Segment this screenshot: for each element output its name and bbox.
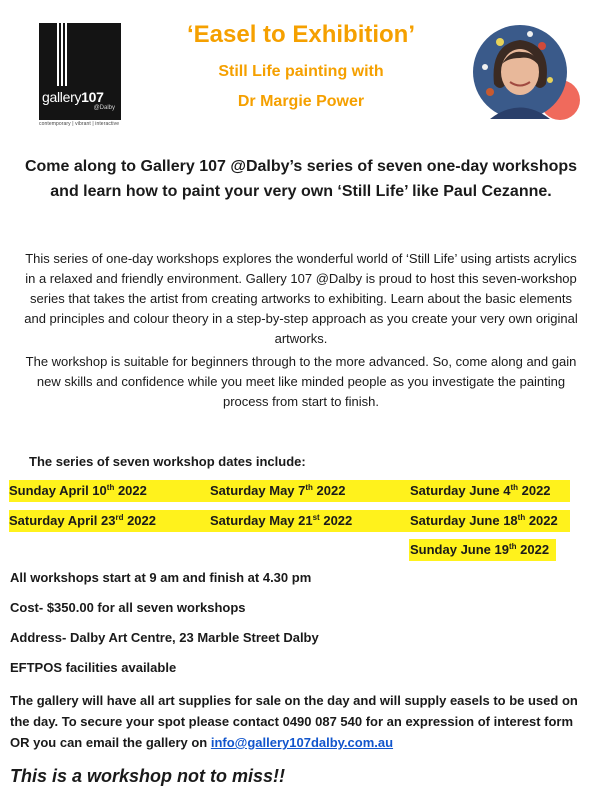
date-year: 2022 — [518, 483, 551, 498]
workshop-address: Address- Dalby Art Centre, 23 Marble Street Dalby — [10, 630, 319, 645]
logo-stripe — [65, 23, 67, 86]
date-text: Saturday April 23 — [9, 513, 116, 528]
contact-paragraph — [10, 690, 592, 753]
dates-heading: The series of seven workshop dates include: — [29, 454, 306, 469]
workshop-date — [410, 483, 551, 498]
date-year: 2022 — [114, 483, 147, 498]
dates-row — [9, 510, 570, 532]
date-text: Saturday May 21 — [210, 513, 313, 528]
logo-stripe — [61, 23, 63, 86]
date-suffix: th — [106, 483, 115, 492]
description-paragraph: This series of one-day workshops explores the wonderful world of ‘Still Life’ using artists acrylics in a relaxed and friendly environment. Gallery 107 @Dalby is proud to host this seven-workshop series that takes the artist from creating artworks to exhibiting. Learn about the basic elements and principles and colour theory in a step-by-step approach as you create your very own original artworks. — [24, 251, 578, 346]
workshop-date — [410, 513, 558, 528]
subtitle-line-1: Still Life painting with — [218, 63, 384, 80]
email-link[interactable]: info@gallery107dalby.com.au — [210, 735, 394, 750]
date-year: 2022 — [525, 513, 558, 528]
date-year: 2022 — [312, 483, 346, 498]
gallery-logo — [39, 23, 121, 120]
dates-row — [409, 539, 556, 561]
artist-portrait — [460, 22, 580, 122]
contact-text: The gallery will have all art supplies for sale on the day and will supply easels to be used on the day. To secure your spot please contact 0490 087 540 for an expression of interest form OR you can email the gallery on — [10, 693, 578, 750]
eftpos-note: EFTPOS facilities available — [10, 660, 177, 675]
logo-tagline: contemporary | vibrant | interactive — [39, 121, 120, 127]
subtitle-line-2: Dr Margie Power — [237, 93, 365, 110]
suitability-paragraph: The workshop is suitable for beginners through to the more advanced. So, come along and gain new skills and confidence while you meet like minded people as you investigate the painting process from start to finish. — [25, 354, 577, 409]
workshop-date — [9, 483, 147, 498]
date-suffix: th — [305, 483, 313, 492]
logo-stripe — [57, 23, 59, 86]
workshop-date — [9, 513, 156, 528]
workshop-date — [410, 542, 549, 557]
logo-sub: @Dalby — [93, 105, 115, 111]
dates-row — [9, 480, 570, 502]
date-year: 2022 — [319, 513, 353, 528]
workshop-date — [210, 513, 352, 528]
date-text: Sunday April 10 — [9, 483, 107, 498]
intro-heading: Come along to Gallery 107 @Dalby’s series of seven one-day workshops and learn how to paint your very own ‘Still Life’ like Paul Cezanne. — [24, 158, 578, 200]
closing-tagline: This is a workshop not to miss!! — [10, 766, 286, 786]
date-year: 2022 — [516, 542, 550, 557]
workshop-cost: Cost- $350.00 for all seven workshops — [10, 600, 246, 615]
page-title: ‘Easel to Exhibition’ — [186, 21, 416, 48]
date-year: 2022 — [123, 513, 156, 528]
date-text: Saturday May 7 — [210, 483, 306, 498]
portrait-illustration — [460, 22, 580, 122]
logo-wordmark — [42, 89, 104, 105]
date-suffix: th — [517, 513, 526, 522]
date-text: Saturday June 18 — [410, 513, 518, 528]
date-suffix: st — [312, 513, 320, 522]
workshop-times: All workshops start at 9 am and finish at 4.30 pm — [10, 570, 312, 585]
date-text: Saturday June 4 — [410, 483, 511, 498]
date-suffix: th — [508, 542, 517, 551]
date-suffix: th — [510, 483, 518, 492]
logo-word: gallery — [42, 89, 82, 105]
date-suffix: rd — [115, 513, 124, 522]
workshop-date — [210, 483, 345, 498]
date-text: Sunday June 19 — [410, 542, 509, 557]
logo-number: 107 — [81, 89, 104, 105]
